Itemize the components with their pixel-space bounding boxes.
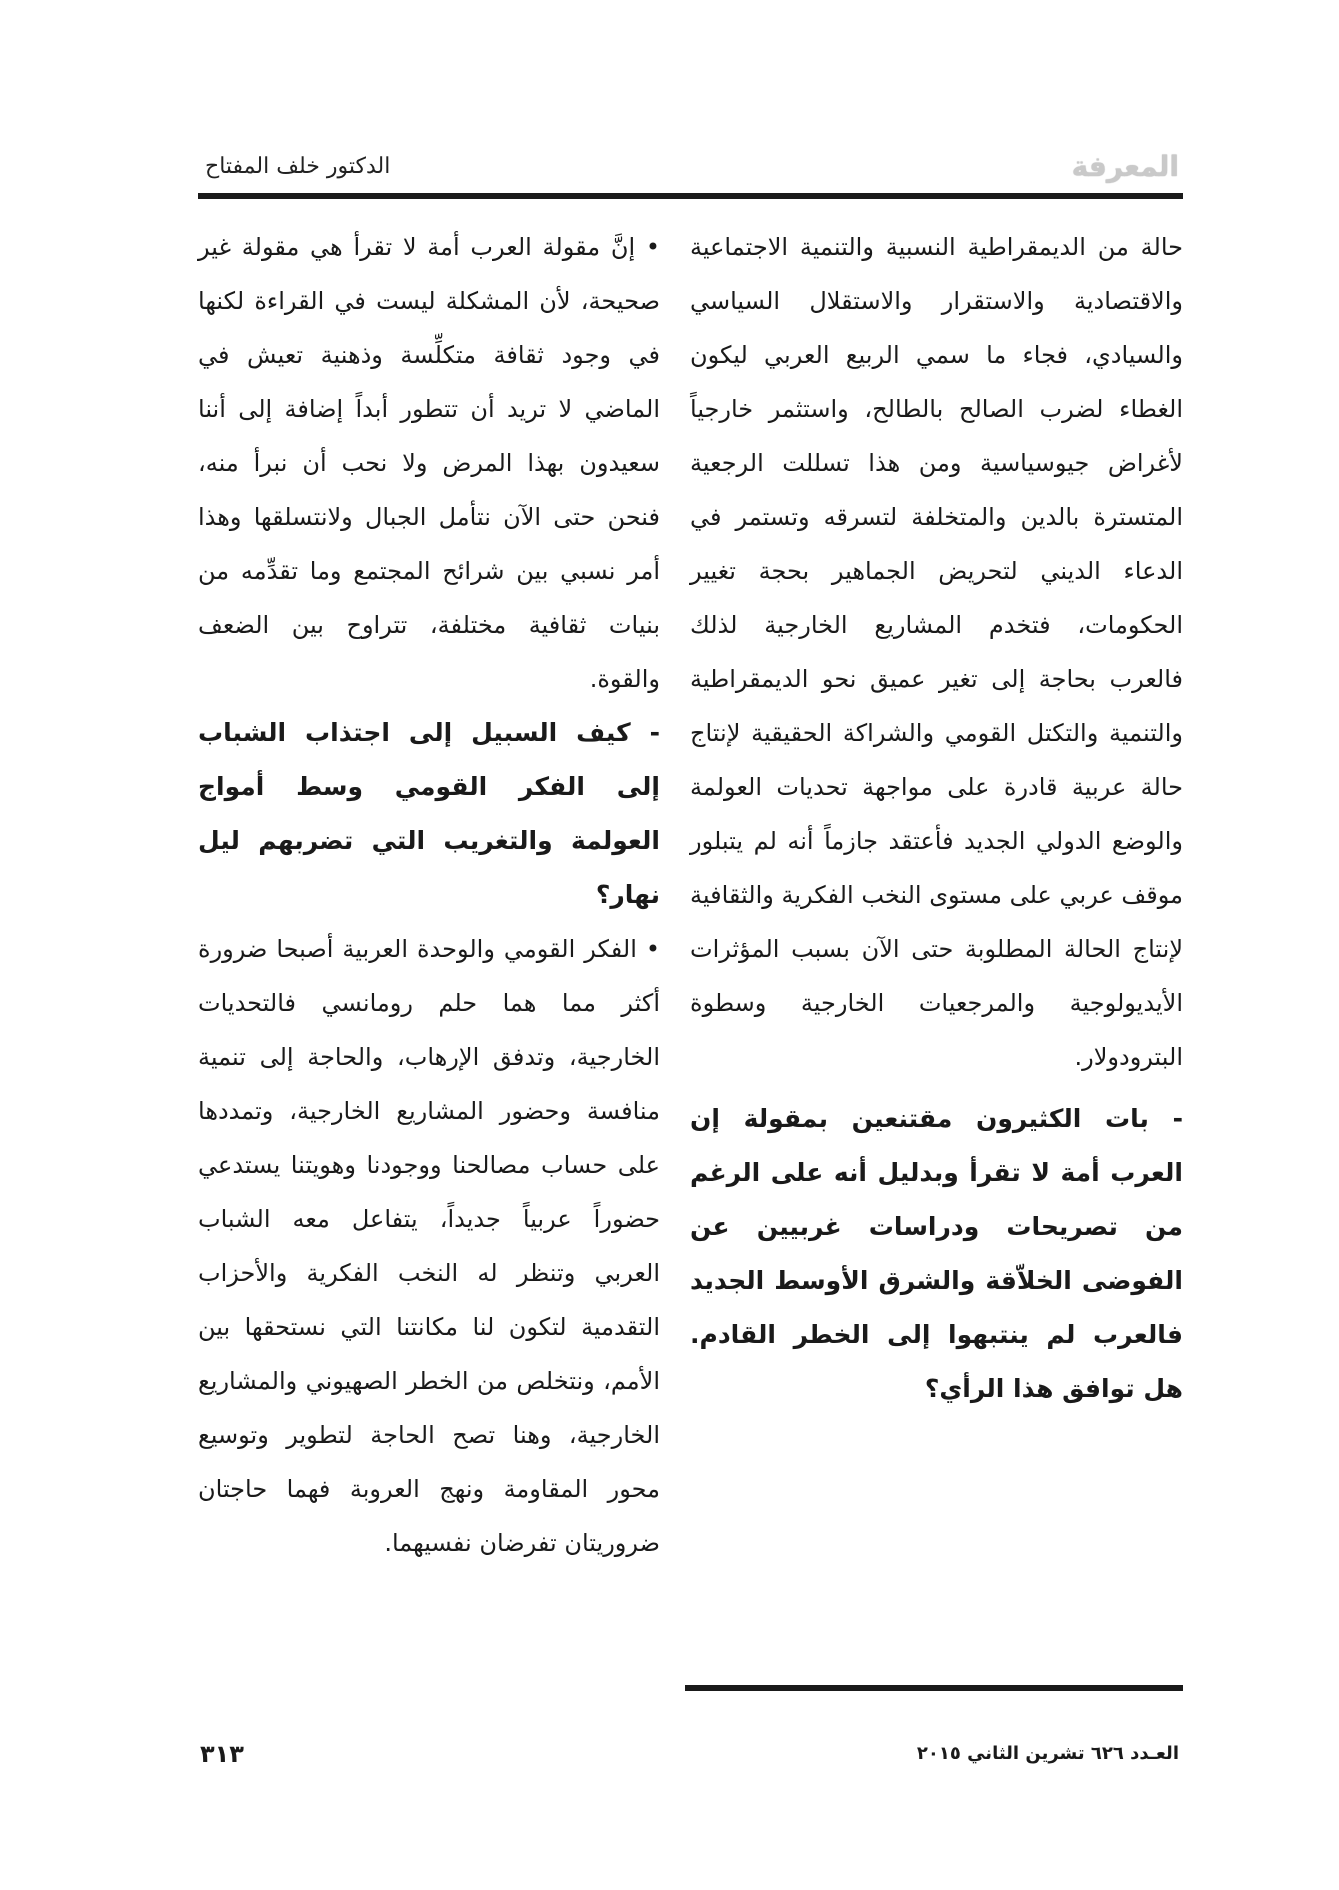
- column-end-rule: [685, 1685, 1183, 1691]
- issue-info: العـدد ٦٢٦ تشرين الثاني ٢٠١٥: [916, 1743, 1179, 1764]
- answer-paragraph: • إنَّ مقولة العرب أمة لا تقرأ هي مقولة غير صحيحة، لأن المشكلة ليست في القراءة لكنها في وجود ثقافة متكلِّسة وذهنية تعيش في الماضي لا تريد أن تتطور أبداً إضافة إلى أننا سعيدون بهذا المرض ولا نحب أن نبرأ منه، فنحن حتى الآن نتأمل الجبال ولانتسلقها وهذا أمر نسبي بين شرائح المجتمع وما تقدِّمه من بنيات ثقافية مختلفة، تتراوح بين الضعف والقوة.: [198, 233, 660, 693]
- left-column: [198, 220, 660, 1570]
- right-paragraph: حالة من الديمقراطية النسبية والتنمية الاجتماعية والاقتصادية والاستقرار والاستقلال السياسي والسيادي، فجاء ما سمي الربيع العربي ليكون الغطاء لضرب الصالح بالطالح، واستثمر خارجياً لأغراض جيوسياسية ومن هذا تسللت الرجعية المتسترة بالدين والمتخلفة لتسرقه وتستمر في الدعاء الديني لتحريض الجماهير بحجة تغيير الحكومات، فتخدم المشاريع الخارجية لذلك فالعرب بحاجة إلى تغير عميق نحو الديمقراطية والتنمية والتكتل القومي والشراكة الحقيقية لإنتاج حالة عربية قادرة على مواجهة تحديات العولمة والوضع الدولي الجديد فأعتقد جازماً أنه لم يتبلور موقف عربي على مستوى النخب الفكرية والثقافية لإنتاج الحالة المطلوبة حتى الآن بسبب المؤثرات الأيديولوجية والمرجعيات الخارجية وسطوة البترودولار.: [690, 233, 1183, 1071]
- answer-paragraph: • الفكر القومي والوحدة العربية أصبحا ضرورة أكثر مما هما حلم رومانسي فالتحديات الخارجية، وتدفق الإرهاب، والحاجة إلى تنمية منافسة وحضور المشاريع الخارجية، وتمددها على حساب مصالحنا ووجودنا وهويتنا يستدعي حضوراً عربياً جديداً، يتفاعل معه الشباب العربي وتنظر له النخب الفكرية والأحزاب التقدمية لتكون لنا مكانتنا التي نستحقها بين الأمم، ونتخلص من الخطر الصهيوني والمشاريع الخارجية، وهنا تصح الحاجة لتطوير وتوسيع محور المقاومة ونهج العروبة فهما حاجتان ضروريتان تفرضان نفسيهما.: [198, 935, 660, 1557]
- header-rule: [198, 193, 1183, 199]
- interview-question: - بات الكثيرون مقتنعين بمقولة إن العرب أمة لا تقرأ وبدليل أنه على الرغم من تصريحات ودراسات غربيين عن الفوضى الخلاّقة والشرق الأوسط الجديد فالعرب لم ينتبهوا إلى الخطر القادم. هل توافق هذا الرأي؟: [690, 1104, 1183, 1403]
- right-column: [690, 220, 1183, 1416]
- interview-question: - كيف السبيل إلى اجتذاب الشباب إلى الفكر القومي وسط أمواج العولمة والتغريب التي تضربهم ليل نهار؟: [198, 718, 660, 909]
- page-number: ٣١٣: [200, 1740, 244, 1768]
- magazine-logo: المعرفة: [1071, 150, 1179, 183]
- author-name: الدكتور خلف المفتاح: [205, 154, 391, 179]
